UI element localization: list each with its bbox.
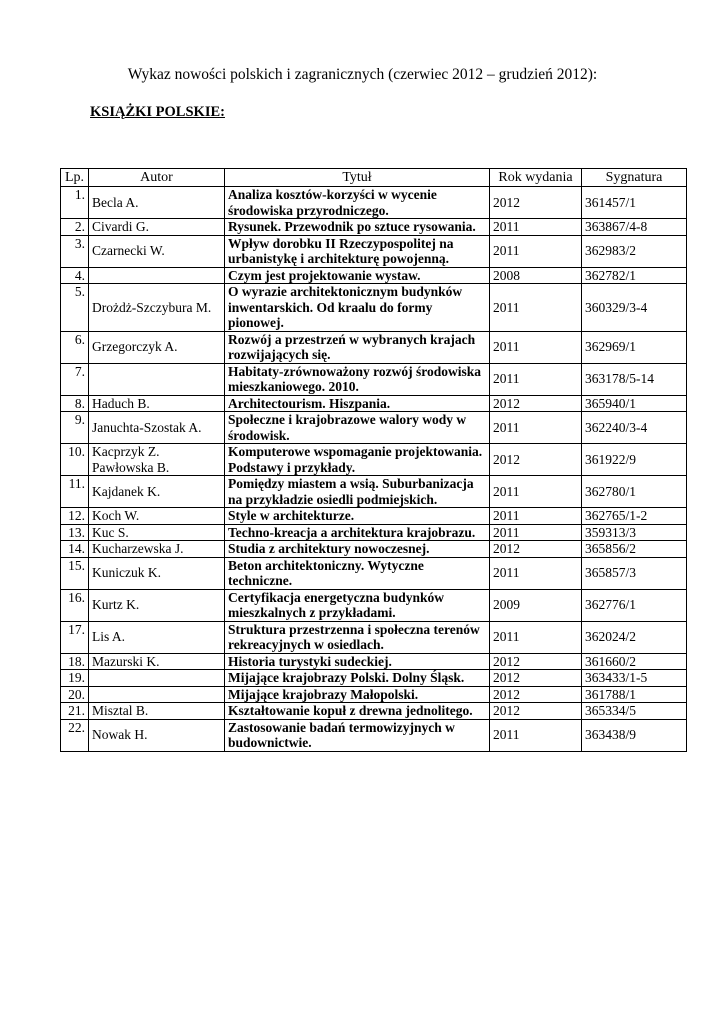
cell-rok: 2011	[490, 235, 582, 267]
header-tytul: Tytuł	[225, 169, 490, 187]
cell-autor: Koch W.	[89, 508, 225, 525]
cell-tytul: Historia turystyki sudeckiej.	[225, 653, 490, 670]
cell-rok: 2012	[490, 395, 582, 412]
cell-lp: 22.	[61, 719, 89, 751]
table-row	[61, 412, 687, 444]
cell-sygnatura: 365334/5	[582, 703, 687, 720]
cell-rok: 2011	[490, 719, 582, 751]
cell-sygnatura: 365940/1	[582, 395, 687, 412]
cell-sygnatura: 365857/3	[582, 557, 687, 589]
table-row	[61, 670, 687, 687]
cell-sygnatura: 362782/1	[582, 267, 687, 284]
cell-sygnatura: 363178/5-14	[582, 363, 687, 395]
cell-autor	[89, 363, 225, 395]
cell-autor: Kucharzewska J.	[89, 541, 225, 558]
cell-lp: 14.	[61, 541, 89, 558]
table-row	[61, 476, 687, 508]
header-lp: Lp.	[61, 169, 89, 187]
cell-sygnatura: 361457/1	[582, 187, 687, 219]
cell-autor: Misztal B.	[89, 703, 225, 720]
cell-lp: 18.	[61, 653, 89, 670]
header-rok: Rok wydania	[490, 169, 582, 187]
table-row	[61, 541, 687, 558]
cell-tytul: Analiza kosztów-korzyści w wycenie środowiska przyrodniczego.	[225, 187, 490, 219]
cell-tytul: Zastosowanie badań termowizyjnych w budownictwie.	[225, 719, 490, 751]
table-row	[61, 395, 687, 412]
cell-tytul: Społeczne i krajobrazowe walory wody w środowisk.	[225, 412, 490, 444]
cell-rok: 2012	[490, 670, 582, 687]
cell-rok: 2011	[490, 508, 582, 525]
table-row	[61, 444, 687, 476]
cell-tytul: Mijające krajobrazy Małopolski.	[225, 686, 490, 703]
table-row	[61, 363, 687, 395]
cell-sygnatura: 361788/1	[582, 686, 687, 703]
cell-sygnatura: 361660/2	[582, 653, 687, 670]
cell-rok: 2011	[490, 412, 582, 444]
cell-lp: 19.	[61, 670, 89, 687]
cell-tytul: Struktura przestrzenna i społeczna terenów rekreacyjnych w osiedlach.	[225, 621, 490, 653]
cell-sygnatura: 360329/3-4	[582, 284, 687, 332]
cell-sygnatura: 359313/3	[582, 524, 687, 541]
cell-rok: 2011	[490, 476, 582, 508]
cell-autor: Nowak H.	[89, 719, 225, 751]
cell-tytul: Certyfikacja energetyczna budynków mieszkalnych z przykładami.	[225, 589, 490, 621]
cell-tytul: Style w architekturze.	[225, 508, 490, 525]
cell-autor: Kuniczuk K.	[89, 557, 225, 589]
cell-rok: 2012	[490, 686, 582, 703]
cell-autor	[89, 686, 225, 703]
cell-lp: 4.	[61, 267, 89, 284]
cell-tytul: Pomiędzy miastem a wsią. Suburbanizacja na przykładzie osiedli podmiejskich.	[225, 476, 490, 508]
cell-rok: 2011	[490, 363, 582, 395]
cell-lp: 5.	[61, 284, 89, 332]
cell-sygnatura: 362776/1	[582, 589, 687, 621]
table-row	[61, 331, 687, 363]
cell-tytul: Studia z architektury nowoczesnej.	[225, 541, 490, 558]
cell-tytul: Beton architektoniczny. Wytyczne techniczne.	[225, 557, 490, 589]
cell-lp: 16.	[61, 589, 89, 621]
cell-autor: Becla A.	[89, 187, 225, 219]
table-row	[61, 621, 687, 653]
cell-sygnatura: 362983/2	[582, 235, 687, 267]
cell-lp: 10.	[61, 444, 89, 476]
table-row	[61, 267, 687, 284]
cell-sygnatura: 363438/9	[582, 719, 687, 751]
cell-tytul: Rysunek. Przewodnik po sztuce rysowania.	[225, 219, 490, 236]
section-heading: KSIĄŻKI POLSKIE:	[90, 104, 225, 120]
cell-rok: 2012	[490, 653, 582, 670]
cell-autor: Lis A.	[89, 621, 225, 653]
cell-lp: 12.	[61, 508, 89, 525]
cell-tytul: Habitaty-zrównoważony rozwój środowiska mieszkaniowego. 2010.	[225, 363, 490, 395]
cell-sygnatura: 363867/4-8	[582, 219, 687, 236]
cell-tytul: Architectourism. Hiszpania.	[225, 395, 490, 412]
table-row	[61, 653, 687, 670]
table-row	[61, 508, 687, 525]
cell-lp: 9.	[61, 412, 89, 444]
cell-sygnatura: 365856/2	[582, 541, 687, 558]
cell-lp: 3.	[61, 235, 89, 267]
document-title: Wykaz nowości polskich i zagranicznych (czerwiec 2012 – grudzień 2012):	[127, 66, 598, 83]
cell-rok: 2012	[490, 703, 582, 720]
table-row	[61, 719, 687, 751]
cell-autor: Kajdanek K.	[89, 476, 225, 508]
cell-tytul: Kształtowanie kopuł z drewna jednolitego.	[225, 703, 490, 720]
table-row	[61, 284, 687, 332]
cell-rok: 2011	[490, 524, 582, 541]
cell-sygnatura: 362969/1	[582, 331, 687, 363]
cell-lp: 20.	[61, 686, 89, 703]
cell-sygnatura: 362240/3-4	[582, 412, 687, 444]
cell-tytul: Mijające krajobrazy Polski. Dolny Śląsk.	[225, 670, 490, 687]
cell-rok: 2012	[490, 541, 582, 558]
cell-rok: 2011	[490, 621, 582, 653]
cell-lp: 13.	[61, 524, 89, 541]
cell-tytul: Wpływ dorobku II Rzeczypospolitej na urbanistykę i architekturę powojenną.	[225, 235, 490, 267]
cell-autor: Haduch B.	[89, 395, 225, 412]
table-row	[61, 686, 687, 703]
cell-sygnatura: 363433/1-5	[582, 670, 687, 687]
cell-sygnatura: 362780/1	[582, 476, 687, 508]
cell-tytul: Rozwój a przestrzeń w wybranych krajach rozwijających się.	[225, 331, 490, 363]
cell-autor	[89, 670, 225, 687]
header-autor: Autor	[89, 169, 225, 187]
cell-rok: 2011	[490, 331, 582, 363]
table-row	[61, 589, 687, 621]
table-row	[61, 557, 687, 589]
cell-rok: 2011	[490, 284, 582, 332]
cell-rok: 2009	[490, 589, 582, 621]
cell-autor: Januchta-Szostak A.	[89, 412, 225, 444]
header-sygnatura: Sygnatura	[582, 169, 687, 187]
cell-autor: Mazurski K.	[89, 653, 225, 670]
cell-sygnatura: 361922/9	[582, 444, 687, 476]
cell-sygnatura: 362765/1-2	[582, 508, 687, 525]
cell-autor: Czarnecki W.	[89, 235, 225, 267]
cell-lp: 21.	[61, 703, 89, 720]
cell-autor: Kurtz K.	[89, 589, 225, 621]
cell-tytul: Czym jest projektowanie wystaw.	[225, 267, 490, 284]
table-row	[61, 187, 687, 219]
table-row	[61, 524, 687, 541]
cell-autor	[89, 267, 225, 284]
cell-sygnatura: 362024/2	[582, 621, 687, 653]
cell-rok: 2012	[490, 187, 582, 219]
cell-lp: 11.	[61, 476, 89, 508]
cell-rok: 2012	[490, 444, 582, 476]
cell-lp: 1.	[61, 187, 89, 219]
cell-tytul: Techno-kreacja a architektura krajobrazu.	[225, 524, 490, 541]
cell-lp: 7.	[61, 363, 89, 395]
cell-rok: 2011	[490, 219, 582, 236]
cell-lp: 6.	[61, 331, 89, 363]
table-row	[61, 703, 687, 720]
books-table	[60, 168, 687, 752]
cell-rok: 2011	[490, 557, 582, 589]
cell-tytul: Komputerowe wspomaganie projektowania. Podstawy i przykłady.	[225, 444, 490, 476]
cell-autor: Drożdż-Szczybura M.	[89, 284, 225, 332]
cell-lp: 2.	[61, 219, 89, 236]
cell-lp: 8.	[61, 395, 89, 412]
table-row	[61, 235, 687, 267]
cell-lp: 17.	[61, 621, 89, 653]
table-header-row	[61, 169, 687, 187]
cell-autor: Grzegorczyk A.	[89, 331, 225, 363]
cell-rok: 2008	[490, 267, 582, 284]
cell-autor: Kacprzyk Z. Pawłowska B.	[89, 444, 225, 476]
cell-autor: Kuc S.	[89, 524, 225, 541]
cell-autor: Civardi G.	[89, 219, 225, 236]
table-row	[61, 219, 687, 236]
cell-lp: 15.	[61, 557, 89, 589]
cell-tytul: O wyrazie architektonicznym budynków inwentarskich. Od kraalu do formy pionowej.	[225, 284, 490, 332]
